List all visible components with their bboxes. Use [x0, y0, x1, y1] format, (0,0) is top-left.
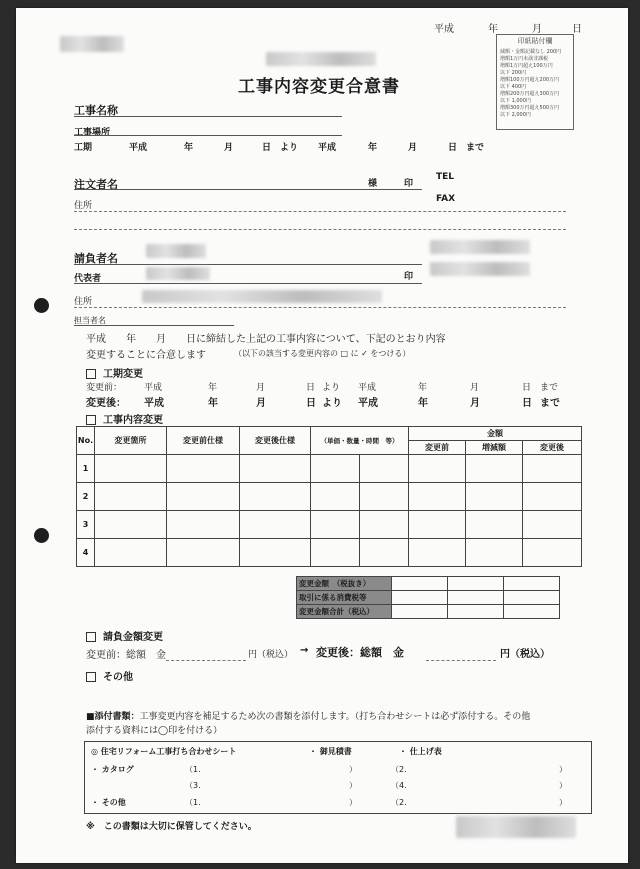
- price-after-label: 変更後：総額 金: [316, 646, 404, 659]
- cell[interactable]: [466, 455, 523, 483]
- attachment-catalog: ・ カタログ: [91, 765, 134, 774]
- cell[interactable]: [409, 511, 466, 539]
- cell[interactable]: [240, 511, 311, 539]
- stamp-line: 増額300万円超え500万円: [500, 105, 560, 111]
- cell[interactable]: [95, 483, 167, 511]
- document-page: 平成 年 月 日 工事内容変更合意書 印紙貼付欄 減額・金額記載なし 200円 増額1万円未満非課税 増額1万円超え100万円 以下 200円 増額100万円超え200万円 以下 400円 増額200万円超え300万円 以下 1,000円 増額300万円超え500万円 以下 2,000円 工事名称 工事場所 工期 平成 年 月 日 より 平成 年 月 日 まで 注文者名 様 印 TEL 住所 FAX 請負者名 代表者 印 住所 担当者名 平成 年 月 日に締結した上記の工事内容について、下記のとおり内容 変更することに合意します （以下の該当する変更内容の □ に ✓ をつける） 工期変更 変更前： 平成 年 月 日 より 平成 年 月 日 まで 変更後： 平成 年 月 日 より 平成 年 月 日 まで 工事内容変更 No. 変更箇所 変更前仕様 変更後仕様 （単価・数量・時間 等） 金額 変更前 増減額 変更後 1 2 3 4 変更金額 （税抜き） 取引に係る消費税等 変更金額合計（税込） 請負金額変更 変更前：総額 金 円（税込） → 変更後：総額 金 円（税込） その他 ■添付書類：工事変更内容を補足するため次の書類を添付します。（打ち合わせシートは必ず添付する。その他 添付する資料には◯印を付ける） ◎ 住宅リフォーム工事打ち合わせシート ・ 御見積書 ・ 仕上げ表 ・ カタログ （1. ） （2. ） （3. ） （4. ） ・ その他 （1. ） （2. ） ※ この書類は大切に保管してください。: [16, 8, 628, 863]
- stamp-line: 増額1万円未満非課税: [500, 56, 549, 62]
- other-option[interactable]: [86, 668, 133, 683]
- cell[interactable]: [95, 455, 167, 483]
- redacted-representative: [146, 267, 210, 280]
- cell[interactable]: [167, 511, 240, 539]
- cell[interactable]: [409, 455, 466, 483]
- cell[interactable]: [504, 605, 560, 619]
- attachments-heading: ■添付書類：: [86, 712, 140, 722]
- checkbox[interactable]: [86, 415, 96, 425]
- col-amount: 金額: [409, 427, 582, 441]
- date-month: 月: [532, 24, 542, 35]
- summary-table: [296, 576, 560, 619]
- contractor-rep-label: 代表者: [74, 274, 102, 284]
- cell[interactable]: [523, 539, 582, 567]
- attachments-text: 工事変更内容を補足するため次の書類を添付します。（打ち合わせシートは必ず添付する。その他: [139, 712, 531, 722]
- stamp-line: 増額200万円超え300万円: [500, 91, 560, 97]
- cell[interactable]: [167, 455, 240, 483]
- col-after-spec: 変更後仕様: [240, 427, 311, 455]
- attachments-text: 添付する資料には◯印を付ける）: [86, 726, 223, 736]
- date-day: 日: [572, 24, 582, 35]
- cell[interactable]: [504, 577, 560, 591]
- stamp-line: 以下 400円: [500, 84, 527, 90]
- cell[interactable]: [466, 511, 523, 539]
- cell[interactable]: [95, 539, 167, 567]
- punch-hole: [34, 298, 49, 313]
- table-row: 2: [77, 483, 582, 511]
- table-row: 4: [77, 539, 582, 567]
- summary-label: 取引に係る消費税等: [297, 591, 392, 605]
- table-row: 1: [77, 455, 582, 483]
- period-change-label: 工期変更: [102, 369, 143, 380]
- cell[interactable]: [523, 483, 582, 511]
- client-tel-label: TEL: [436, 172, 455, 182]
- price-change-option[interactable]: [86, 628, 163, 643]
- col-no: No.: [77, 427, 95, 455]
- attachment-finish: ・ 仕上げ表: [399, 747, 442, 756]
- client-name-label: 注文者名: [74, 178, 118, 191]
- cell[interactable]: [360, 455, 409, 483]
- attachments-box: ◎ 住宅リフォーム工事打ち合わせシート ・ 御見積書 ・ 仕上げ表 ・ カタログ （1. ） （2. ） （3. ） （4. ） ・ その他 （1. ） （2. ）: [84, 741, 592, 814]
- cell[interactable]: [240, 455, 311, 483]
- col-amount-after: 変更後: [523, 441, 582, 455]
- client-address-label: 住所: [74, 201, 93, 211]
- client-fax-label: FAX: [436, 194, 456, 204]
- stamp-line: 減額・金額記載なし 200円: [500, 49, 562, 55]
- project-name-label: 工事名称: [74, 104, 118, 117]
- summary-label: 変更金額合計（税込）: [297, 605, 392, 619]
- project-place-label: 工事場所: [74, 128, 111, 138]
- cell[interactable]: [360, 511, 409, 539]
- cell[interactable]: [392, 591, 448, 605]
- content-change-table: [76, 426, 582, 567]
- col-before-spec: 変更前仕様: [167, 427, 240, 455]
- redacted-footer: [456, 816, 576, 838]
- cell[interactable]: [167, 539, 240, 567]
- date-year: 年: [488, 24, 498, 35]
- stamp-line: 以下 200円: [500, 70, 527, 76]
- stamp-line: 増額1万円超え100万円: [500, 63, 553, 69]
- content-change-option[interactable]: [86, 411, 163, 426]
- other-label: その他: [102, 672, 133, 683]
- cell[interactable]: [409, 483, 466, 511]
- cell[interactable]: [392, 605, 448, 619]
- stamp-line: 以下 2,000円: [500, 112, 531, 118]
- contractor-seal: 印: [404, 272, 414, 282]
- col-amount-before: 変更前: [409, 441, 466, 455]
- checkbox[interactable]: [86, 672, 96, 682]
- cell[interactable]: [360, 483, 409, 511]
- redacted-address: [142, 290, 382, 303]
- cell[interactable]: [95, 511, 167, 539]
- content-change-label: 工事内容変更: [102, 415, 163, 426]
- date-era: 平成: [434, 24, 454, 35]
- summary-label: 変更金額 （税抜き）: [297, 577, 392, 591]
- checkbox[interactable]: [86, 632, 96, 642]
- cell[interactable]: [360, 539, 409, 567]
- revenue-stamp-box: [496, 34, 574, 130]
- attachment-reform-sheet: ◎ 住宅リフォーム工事打ち合わせシート: [91, 747, 237, 756]
- arrow-icon: →: [300, 645, 309, 656]
- redacted-logo: [60, 36, 124, 52]
- document-title: 工事内容変更合意書: [238, 77, 400, 97]
- cell[interactable]: [504, 591, 560, 605]
- cell[interactable]: [311, 483, 360, 511]
- redacted-company: [266, 52, 376, 66]
- col-unit: （単価・数量・時間 等）: [311, 427, 409, 455]
- cell[interactable]: [523, 455, 582, 483]
- price-change-label: 請負金額変更: [102, 632, 163, 643]
- stamp-line: 以下 1,000円: [500, 98, 531, 104]
- redacted-phone: [430, 240, 530, 254]
- footer-note: ※ この書類は大切に保管してください。: [86, 822, 257, 832]
- agreement-line1: 平成 年 月 日に締結した上記の工事内容について、下記のとおり内容: [86, 334, 446, 345]
- period-change-option[interactable]: [86, 365, 143, 380]
- checkbox[interactable]: [86, 369, 96, 379]
- cell[interactable]: [448, 605, 504, 619]
- agreement-note: （以下の該当する変更内容の □ に ✓ をつける）: [234, 349, 411, 358]
- cell[interactable]: [311, 539, 360, 567]
- cell[interactable]: [392, 577, 448, 591]
- cell[interactable]: [466, 483, 523, 511]
- cell[interactable]: [466, 539, 523, 567]
- redacted-fax: [430, 262, 530, 276]
- cell[interactable]: [311, 511, 360, 539]
- table-row: 3: [77, 511, 582, 539]
- cell[interactable]: [240, 483, 311, 511]
- attachment-others: ・ その他: [91, 798, 126, 807]
- client-seal: 印: [404, 179, 414, 189]
- circle-icon: ◎: [91, 747, 98, 756]
- cell[interactable]: [448, 577, 504, 591]
- punch-hole: [34, 528, 49, 543]
- cell[interactable]: [240, 539, 311, 567]
- contractor-name-label: 請負者名: [74, 252, 118, 265]
- redacted-contractor: [146, 244, 206, 258]
- cell[interactable]: [409, 539, 466, 567]
- project-period-label: 工期: [74, 143, 93, 153]
- contractor-person-label: 担当者名: [74, 316, 106, 325]
- stamp-box-title: 印紙貼付欄: [517, 37, 553, 45]
- col-amount-diff: 増減額: [466, 441, 523, 455]
- cell[interactable]: [448, 591, 504, 605]
- stamp-line: 増額100万円超え200万円: [500, 77, 560, 83]
- price-before-label: 変更前：総額 金: [86, 650, 166, 661]
- cell[interactable]: [167, 483, 240, 511]
- cell[interactable]: [523, 511, 582, 539]
- contractor-address-label: 住所: [74, 297, 93, 307]
- period-before-label: 変更前：: [86, 383, 123, 393]
- col-place: 変更箇所: [95, 427, 167, 455]
- agreement-line2: 変更することに合意します: [86, 350, 206, 361]
- cell[interactable]: [311, 455, 360, 483]
- period-after-label: 変更後：: [86, 398, 126, 409]
- attachment-estimate: ・ 御見積書: [309, 747, 352, 756]
